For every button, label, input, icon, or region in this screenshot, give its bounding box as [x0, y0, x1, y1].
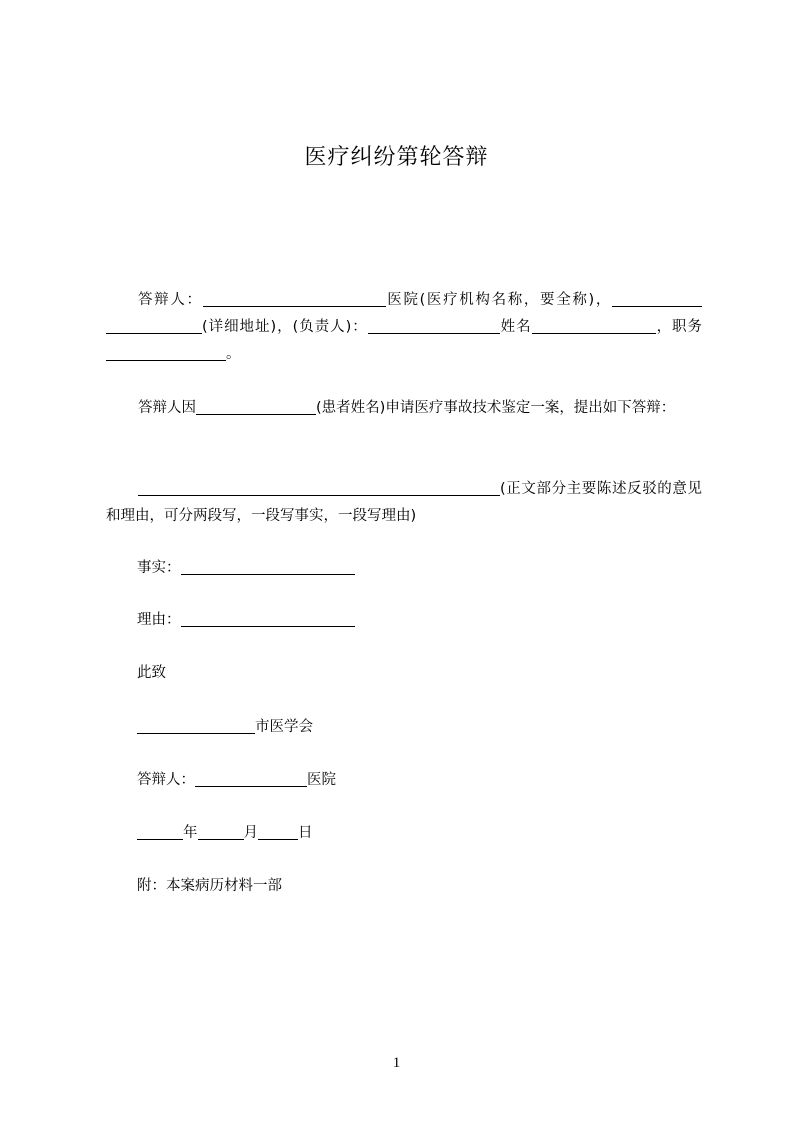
respondent-label: 答辩人： [138, 292, 203, 308]
hospital-suffix-text: 医院(医疗机构名称，要全称)， [385, 292, 612, 308]
recipient-line [137, 714, 313, 741]
month-label: 月 [243, 825, 258, 841]
patient-name-blank[interactable] [196, 398, 316, 415]
recipient-suffix: 市医学会 [255, 719, 313, 735]
claim-text: (患者姓名)申请医疗事故技术鉴定一案，提出如下答辩： [316, 400, 676, 416]
signature-label: 答辩人： [137, 772, 195, 788]
facts-label: 事实： [137, 560, 181, 576]
address-blank-1[interactable] [612, 290, 702, 307]
body-paragraph [106, 476, 702, 530]
year-blank[interactable] [137, 823, 183, 840]
attachment-line [137, 873, 282, 900]
hospital-name-blank[interactable] [203, 290, 386, 307]
signature-line [137, 767, 336, 794]
facts-line [137, 555, 355, 582]
respondent-paragraph [106, 287, 702, 368]
reasons-blank[interactable] [181, 610, 355, 627]
month-blank[interactable] [198, 823, 244, 840]
position-blank[interactable] [106, 344, 226, 361]
body-text-blank[interactable] [138, 479, 500, 496]
city-blank[interactable] [137, 717, 255, 734]
day-blank[interactable] [258, 823, 298, 840]
name-label: 姓名 [499, 319, 532, 335]
signature-suffix: 医院 [307, 772, 336, 788]
responsible-person-blank[interactable] [368, 317, 500, 334]
date-line [137, 820, 313, 847]
closing-line [137, 660, 166, 687]
claim-prefix: 答辩人因 [138, 400, 196, 416]
page-number: 1 [392, 1055, 401, 1071]
signature-hospital-blank[interactable] [195, 770, 307, 787]
address-blank-2[interactable] [106, 317, 202, 334]
facts-blank[interactable] [181, 558, 355, 575]
address-note-text: (详细地址)，(负责人)： [202, 319, 368, 335]
paragraph-end-mark: 。 [226, 346, 241, 362]
claim-paragraph [106, 395, 702, 422]
closing-text: 此致 [137, 665, 166, 681]
reasons-label: 理由： [137, 612, 181, 628]
name-blank[interactable] [532, 317, 656, 334]
year-label: 年 [183, 825, 198, 841]
reasons-line [137, 607, 355, 634]
body-note-text: (正文部分主要陈述反驳的意见和理由，可分两段写，一段写事实，一段写理由) [106, 481, 702, 524]
document-title: 医疗纠纷第轮答辩 [304, 145, 489, 170]
position-label: ，职务 [655, 319, 703, 335]
day-label: 日 [298, 825, 313, 841]
attachment-text: 附：本案病历材料一部 [137, 878, 282, 894]
